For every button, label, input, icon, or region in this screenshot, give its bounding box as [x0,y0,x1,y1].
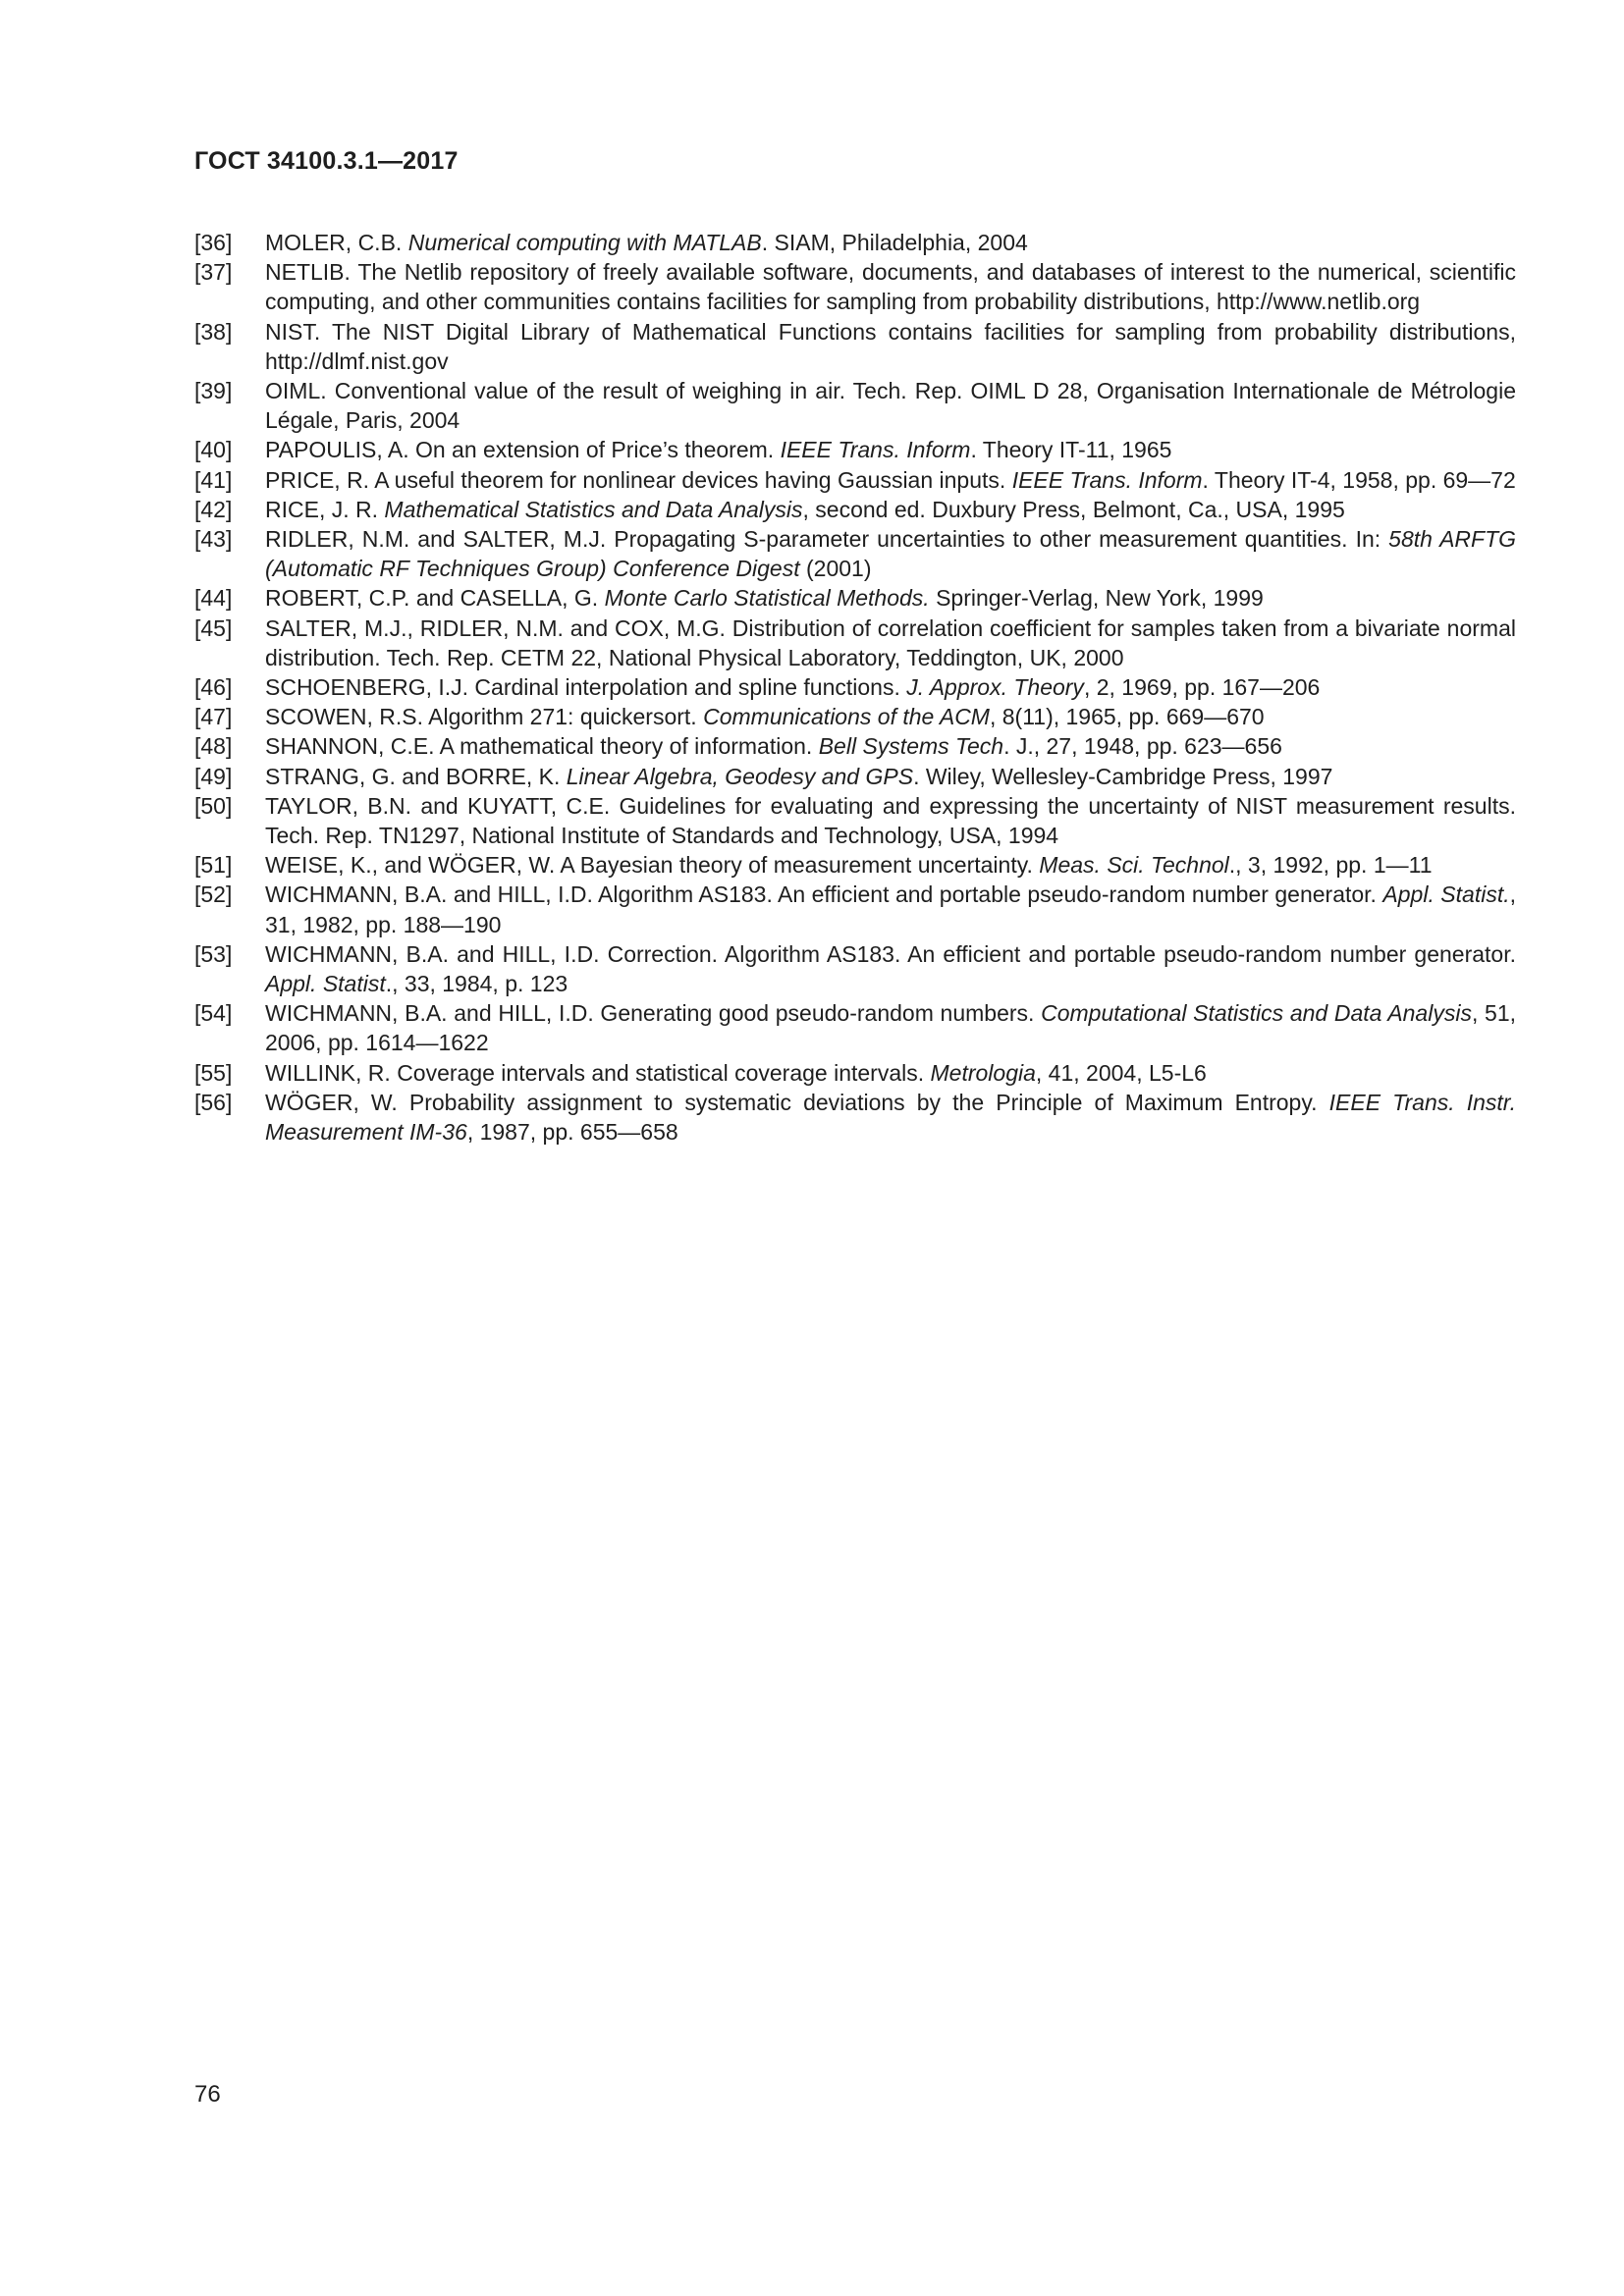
reference-text-segment: . Wiley, Wellesley-Cambridge Press, 1997 [913,763,1333,789]
reference-text [265,317,1516,376]
reference-list [194,228,1516,1147]
reference-number: [56] [194,1089,233,1115]
reference-number: [43] [194,526,233,553]
reference-title-italic: Mathematical Statistics and Data Analysis [384,496,803,522]
reference-item [194,939,1516,998]
reference-text-segment: MOLER, C.B. [265,230,408,255]
reference-text [265,939,1516,998]
reference-number: [48] [194,733,233,760]
reference-text-segment: WICHMANN, B.A. and HILL, I.D. Algorithm AS183. An efficient and portable pseudo-random number generator. [265,881,1383,908]
reference-item [194,672,1516,702]
reference-item [194,731,1516,761]
reference-item [194,762,1516,791]
reference-title-italic: Appl. Statist [265,971,386,997]
reference-number: [38] [194,318,233,345]
reference-item [194,850,1516,880]
reference-text-segment: WICHMANN, B.A. and HILL, I.D. Generating good pseudo-random numbers. [265,1000,1042,1027]
reference-text-segment: , 1987, pp. 655—658 [466,1119,678,1146]
reference-text-segment: . Theory IT-11, 1965 [970,437,1172,463]
reference-text-segment: WILLINK, R. Coverage intervals and statistical coverage intervals. [265,1059,931,1086]
reference-title-italic: Monte Carlo Statistical Methods. [604,585,930,612]
reference-text [265,435,1516,464]
reference-number: [41] [194,466,233,493]
reference-title-italic: Numerical computing with MATLAB [407,230,762,255]
reference-title-italic: IEEE Trans. Instr. Measurement IM-36 [265,1089,1516,1146]
reference-title-italic: 58th ARFTG (Automatic RF Techniques Group) Conference Digest [265,526,1517,582]
reference-number: [45] [194,614,233,641]
reference-text [265,465,1516,495]
reference-item [194,524,1516,583]
reference-text-segment: SHANNON, C.E. A mathematical theory of information. [265,733,819,760]
reference-item [194,880,1516,938]
reference-item [194,495,1516,524]
reference-text-segment: STRANG, G. and BORRE, K. [265,763,567,789]
reference-text [265,257,1516,316]
reference-text-segment: . SIAM, Philadelphia, 2004 [761,230,1028,255]
reference-text [265,495,1516,524]
reference-text-segment: , 8(11), 1965, pp. 669—670 [989,704,1265,730]
reference-title-italic: IEEE Trans. Inform [780,437,971,463]
reference-number: [39] [194,378,233,404]
reference-text-segment: , 31, 1982, pp. 188—190 [265,881,1516,937]
page-number: 76 [194,2081,221,2108]
reference-text-segment: Springer-Verlag, New York, 1999 [929,585,1264,612]
reference-item [194,1058,1516,1088]
reference-text [265,614,1516,672]
reference-number: [46] [194,674,233,701]
reference-text-segment: NETLIB. The Netlib repository of freely available software, documents, and databases of interest to the numerical, scientific computing, and other communities contains facilities for sampling from probability distributions, http://www.netlib.org [265,259,1516,315]
reference-number: [44] [194,585,233,612]
reference-text [265,731,1516,761]
reference-text [265,880,1516,938]
reference-number: [50] [194,792,233,819]
reference-text-segment: . J., 27, 1948, pp. 623—656 [1003,733,1282,760]
reference-text [265,672,1516,702]
reference-text-segment: , second ed. Duxbury Press, Belmont, Ca., USA, 1995 [802,496,1345,522]
reference-text-segment: WICHMANN, B.A. and HILL, I.D. Correction. Algorithm AS183. An efficient and portable pseudo-random number generator. [265,940,1516,967]
reference-text-segment: , 2, 1969, pp. 167—206 [1083,674,1321,701]
reference-item [194,376,1516,435]
reference-text-segment: RICE, J. R. [265,496,385,522]
reference-title-italic: Appl. Statist. [1382,881,1510,908]
reference-text [265,998,1516,1057]
reference-item [194,317,1516,376]
reference-text-segment: NIST. The NIST Digital Library of Mathematical Functions contains facilities for sampling from probability distributions, http://dlmf.nist.gov [265,318,1516,374]
reference-item [194,583,1516,613]
reference-item [194,228,1516,257]
reference-number: [52] [194,881,233,908]
reference-number: [49] [194,763,233,789]
reference-text-segment: , 51, 2006, pp. 1614—1622 [265,1000,1517,1056]
reference-text-segment: ROBERT, C.P. and CASELLA, G. [265,585,605,612]
reference-text-segment: SALTER, M.J., RIDLER, N.M. and COX, M.G. Distribution of correlation coefficient for samples taken from a bivariate normal distribution. Tech. Rep. CETM 22, National Physical Laboratory, Teddington, UK, 2000 [265,614,1516,670]
reference-text [265,228,1516,257]
reference-text [265,1088,1516,1147]
reference-title-italic: Communications of the ACM [703,704,990,730]
reference-title-italic: Metrologia [930,1059,1036,1086]
reference-text [265,762,1516,791]
reference-text-segment: SCOWEN, R.S. Algorithm 271: quickersort. [265,704,704,730]
reference-number: [40] [194,437,233,463]
reference-text-segment: RIDLER, N.M. and SALTER, M.J. Propagating S-parameter uncertainties to other measurement quantities. In: [265,526,1389,553]
reference-text-segment: (2001) [799,556,872,582]
reference-text [265,1058,1516,1088]
reference-text-segment: WEISE, K., and WÖGER, W. A Bayesian theory of measurement uncertainty. [265,852,1040,879]
reference-text [265,850,1516,880]
reference-item [194,614,1516,672]
reference-number: [54] [194,1000,233,1027]
reference-text-segment: OIML. Conventional value of the result of weighing in air. Tech. Rep. OIML D 28, Organisation Internationale de Métrologie Légale, Paris, 2004 [265,378,1516,434]
reference-text [265,524,1516,583]
reference-number: [53] [194,940,233,967]
reference-text [265,583,1516,613]
reference-item [194,465,1516,495]
reference-text-segment: . Theory IT-4, 1958, pp. 69—72 [1202,466,1516,493]
reference-text [265,376,1516,435]
reference-title-italic: Computational Statistics and Data Analysis [1041,1000,1472,1027]
reference-number: [42] [194,496,233,522]
reference-number: [37] [194,259,233,286]
document-header: ГОСТ 34100.3.1—2017 [194,147,459,175]
reference-title-italic: Meas. Sci. Technol [1039,852,1229,879]
reference-item [194,702,1516,731]
reference-number: [36] [194,230,233,255]
reference-number: [51] [194,852,233,879]
reference-item [194,791,1516,850]
reference-number: [47] [194,704,233,730]
reference-text-segment: PAPOULIS, A. On an extension of Price’s theorem. [265,437,781,463]
reference-item [194,1088,1516,1147]
reference-text-segment: PRICE, R. A useful theorem for nonlinear devices having Gaussian inputs. [265,466,1012,493]
reference-text [265,702,1516,731]
reference-title-italic: Bell Systems Tech [818,733,1004,760]
reference-item [194,257,1516,316]
reference-title-italic: Linear Algebra, Geodesy and GPS [566,763,914,789]
reference-text [265,791,1516,850]
reference-title-italic: J. Approx. Theory [906,674,1084,701]
reference-title-italic: IEEE Trans. Inform [1011,466,1203,493]
reference-number: [55] [194,1059,233,1086]
reference-text-segment: SCHOENBERG, I.J. Cardinal interpolation and spline functions. [265,674,907,701]
reference-item [194,998,1516,1057]
reference-text-segment: ., 33, 1984, p. 123 [385,971,568,997]
reference-text-segment: TAYLOR, B.N. and KUYATT, C.E. Guidelines for evaluating and expressing the uncertainty of NIST measurement results. Tech. Rep. TN1297, National Institute of Standards and Technology, USA, 1994 [265,792,1516,849]
reference-text-segment: WÖGER, W. Probability assignment to systematic deviations by the Principle of Maximum Entropy. [265,1089,1329,1115]
reference-text-segment: ., 3, 1992, pp. 1—11 [1228,852,1433,879]
reference-text-segment: , 41, 2004, L5-L6 [1035,1059,1207,1086]
reference-item [194,435,1516,464]
